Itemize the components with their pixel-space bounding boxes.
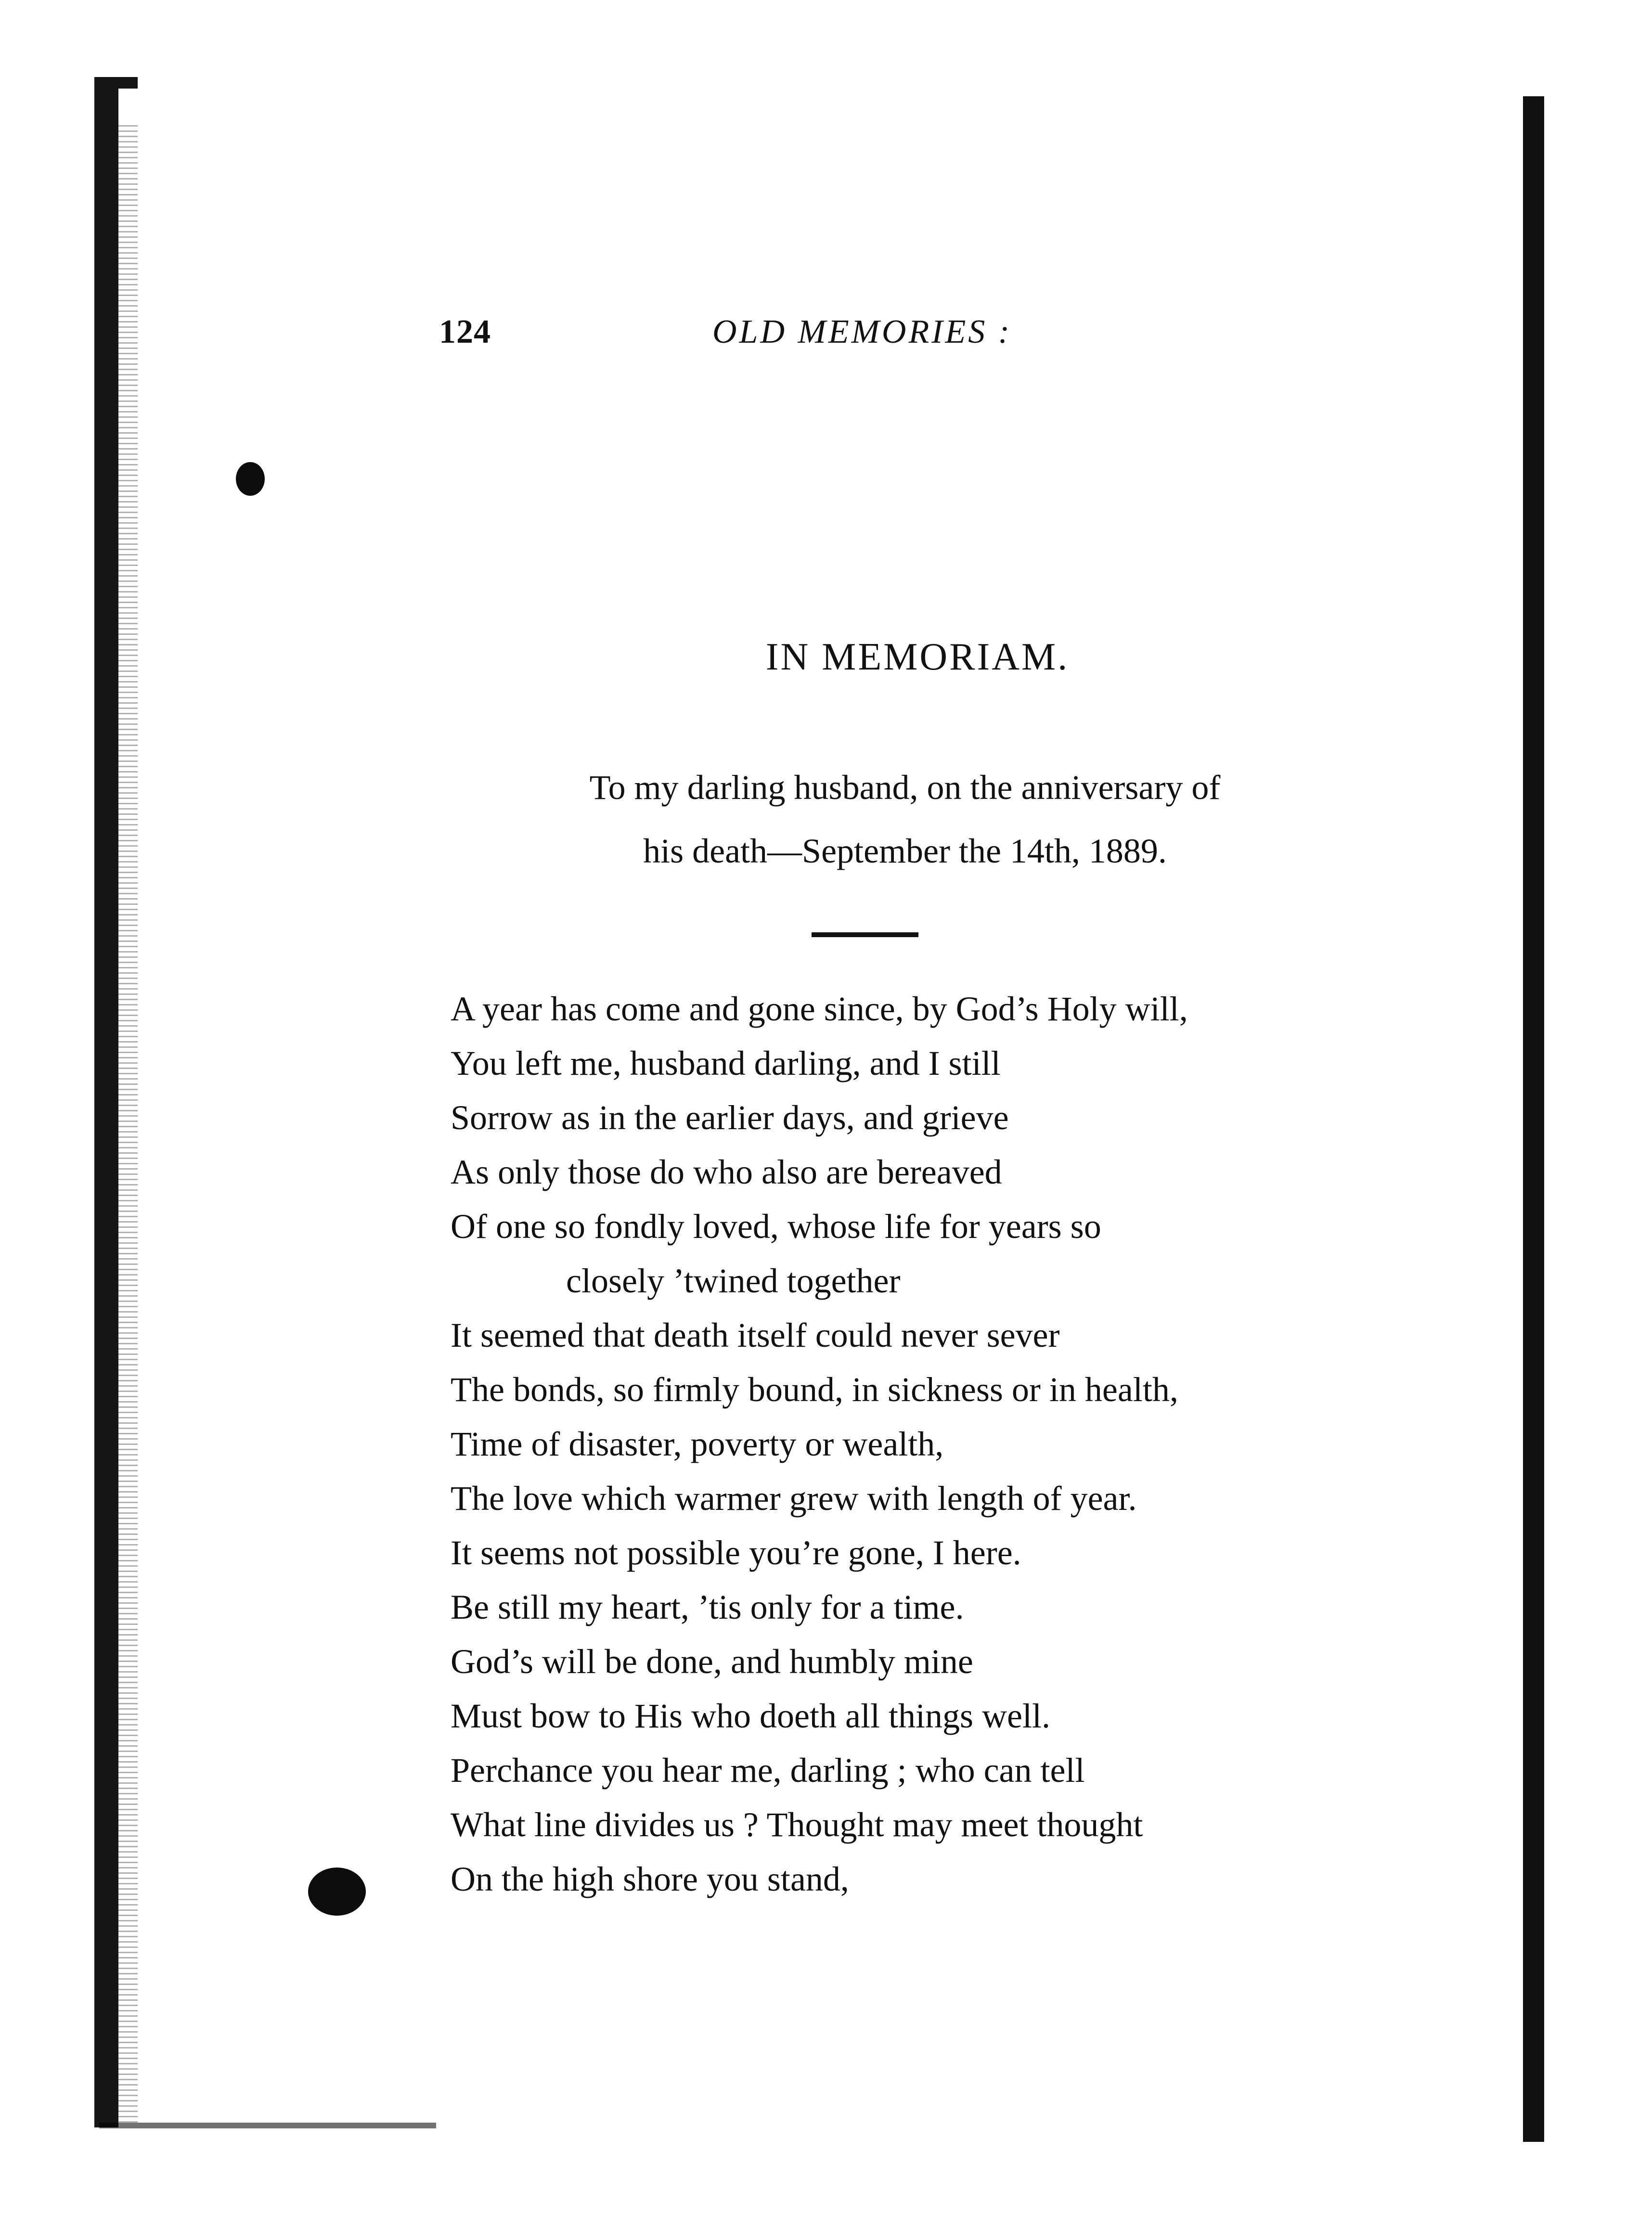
- running-header: [0, 313, 1652, 356]
- poem-line: It seems not possible you’re gone, I here.: [451, 1533, 1021, 1572]
- dedication: [481, 756, 1329, 883]
- poem-line: The bonds, so firmly bound, in sickness or in health,: [451, 1370, 1178, 1409]
- ink-blot-upper: [236, 462, 265, 496]
- page-number: 124: [439, 313, 491, 350]
- ink-blot-lower: [308, 1868, 366, 1916]
- bottom-edge-shadow: [99, 2123, 436, 2128]
- poem-title: IN MEMORIAM.: [765, 636, 1070, 678]
- poem-line: On the high shore you stand,: [451, 1860, 849, 1898]
- dedication-line: his death—September the 14th, 1889.: [643, 832, 1167, 870]
- poem-line: A year has come and gone since, by God’s Holy will,: [451, 990, 1188, 1028]
- left-binding-top: [94, 77, 138, 89]
- poem-line: closely ’twined together: [566, 1262, 901, 1300]
- poem-line: Sorrow as in the earlier days, and grieve: [451, 1098, 1009, 1137]
- poem-line: God’s will be done, and humbly mine: [451, 1642, 973, 1681]
- left-binding-shadow: [94, 77, 118, 2127]
- poem-line: You left me, husband darling, and I still: [451, 1044, 1001, 1082]
- poem-line: Perchance you hear me, darling ; who can tell: [451, 1751, 1085, 1790]
- poem-line: Be still my heart, ’tis only for a time.: [451, 1588, 964, 1626]
- poem-line: What line divides us ? Thought may meet thought: [451, 1805, 1143, 1844]
- left-margin-speckle: [118, 125, 138, 2123]
- poem-line: Of one so fondly loved, whose life for years so: [451, 1207, 1101, 1246]
- poem-line: The love which warmer grew with length of year.: [451, 1479, 1137, 1518]
- dedication-line: To my darling husband, on the anniversary of: [589, 768, 1221, 807]
- poem-line: As only those do who also are bereaved: [451, 1153, 1002, 1191]
- poem-body: [451, 982, 1461, 1907]
- poem-line: Must bow to His who doeth all things well.: [451, 1697, 1050, 1735]
- section-rule: [812, 932, 918, 937]
- running-head: OLD MEMORIES :: [712, 313, 1012, 350]
- poem-line: It seemed that death itself could never sever: [451, 1316, 1060, 1354]
- right-binding-shadow: [1523, 96, 1544, 2142]
- poem-line: Time of disaster, poverty or wealth,: [451, 1425, 944, 1463]
